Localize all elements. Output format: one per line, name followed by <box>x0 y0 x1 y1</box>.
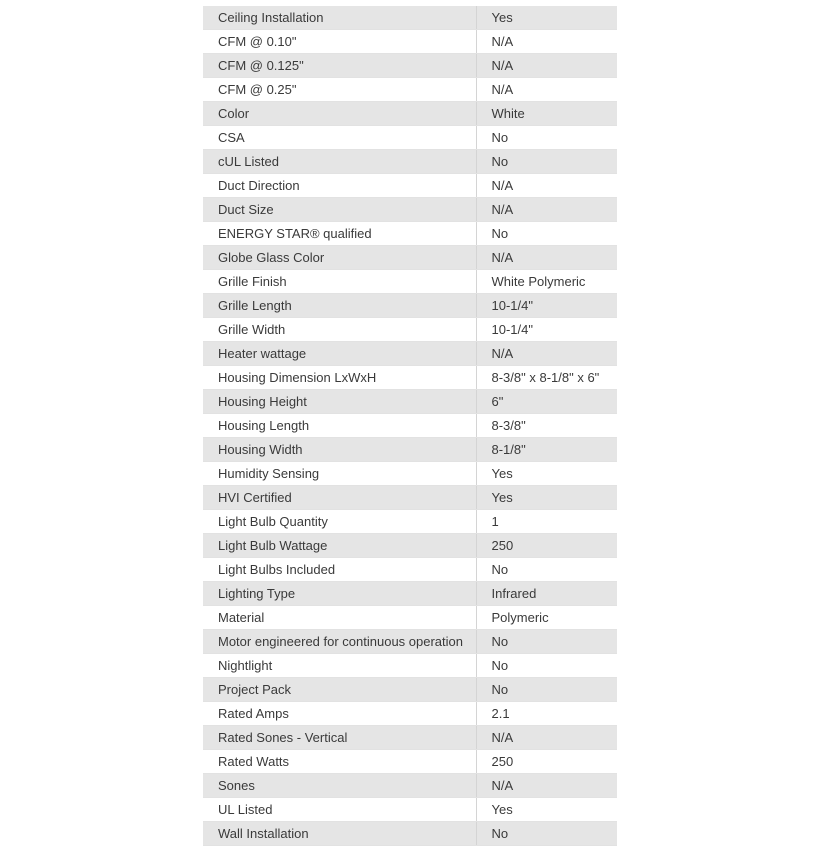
spec-value: No <box>476 654 617 678</box>
spec-row <box>203 462 617 486</box>
spec-name: Duct Size <box>203 198 476 222</box>
spec-name: CFM @ 0.25" <box>203 78 476 102</box>
spec-name: CFM @ 0.10" <box>203 30 476 54</box>
spec-value: No <box>476 630 617 654</box>
spec-value: No <box>476 222 617 246</box>
spec-name: Housing Length <box>203 414 476 438</box>
spec-row <box>203 534 617 558</box>
spec-row <box>203 438 617 462</box>
spec-row <box>203 726 617 750</box>
spec-name: Ceiling Installation <box>203 6 476 30</box>
spec-row <box>203 318 617 342</box>
spec-value: No <box>476 126 617 150</box>
spec-value: 6" <box>476 390 617 414</box>
specifications-table <box>203 6 617 846</box>
spec-value: N/A <box>476 774 617 798</box>
spec-name: Grille Width <box>203 318 476 342</box>
spec-value: No <box>476 822 617 846</box>
spec-row <box>203 678 617 702</box>
spec-row <box>203 366 617 390</box>
spec-value: N/A <box>476 342 617 366</box>
spec-row <box>203 798 617 822</box>
spec-value: N/A <box>476 30 617 54</box>
spec-name: Lighting Type <box>203 582 476 606</box>
spec-value: N/A <box>476 174 617 198</box>
spec-value: No <box>476 678 617 702</box>
spec-name: Material <box>203 606 476 630</box>
spec-row <box>203 510 617 534</box>
spec-name: CFM @ 0.125" <box>203 54 476 78</box>
spec-name: Grille Length <box>203 294 476 318</box>
spec-row <box>203 414 617 438</box>
spec-value: Yes <box>476 6 617 30</box>
spec-row <box>203 702 617 726</box>
spec-name: Heater wattage <box>203 342 476 366</box>
spec-value: 2.1 <box>476 702 617 726</box>
spec-value: White Polymeric <box>476 270 617 294</box>
spec-name: CSA <box>203 126 476 150</box>
spec-value: White <box>476 102 617 126</box>
spec-value: 8-1/8" <box>476 438 617 462</box>
spec-name: Rated Amps <box>203 702 476 726</box>
spec-value: 250 <box>476 750 617 774</box>
spec-name: Wall Installation <box>203 822 476 846</box>
spec-row <box>203 150 617 174</box>
spec-value: 250 <box>476 534 617 558</box>
spec-name: Motor engineered for continuous operation <box>203 630 476 654</box>
spec-value: Yes <box>476 798 617 822</box>
spec-value: 10-1/4" <box>476 318 617 342</box>
spec-name: Housing Dimension LxWxH <box>203 366 476 390</box>
spec-row <box>203 630 617 654</box>
spec-name: Humidity Sensing <box>203 462 476 486</box>
spec-row <box>203 582 617 606</box>
spec-row <box>203 78 617 102</box>
spec-name: HVI Certified <box>203 486 476 510</box>
spec-row <box>203 558 617 582</box>
spec-row <box>203 294 617 318</box>
spec-row <box>203 270 617 294</box>
spec-row <box>203 486 617 510</box>
spec-row <box>203 390 617 414</box>
spec-name: Light Bulb Wattage <box>203 534 476 558</box>
spec-value: Yes <box>476 486 617 510</box>
spec-row <box>203 654 617 678</box>
spec-row <box>203 246 617 270</box>
spec-row <box>203 222 617 246</box>
spec-value: Yes <box>476 462 617 486</box>
spec-value: 10-1/4" <box>476 294 617 318</box>
spec-row <box>203 750 617 774</box>
spec-value: N/A <box>476 78 617 102</box>
spec-name: Globe Glass Color <box>203 246 476 270</box>
spec-name: Color <box>203 102 476 126</box>
spec-row <box>203 198 617 222</box>
spec-name: Sones <box>203 774 476 798</box>
spec-name: Nightlight <box>203 654 476 678</box>
spec-row <box>203 342 617 366</box>
spec-name: Grille Finish <box>203 270 476 294</box>
spec-name: Light Bulbs Included <box>203 558 476 582</box>
spec-name: Light Bulb Quantity <box>203 510 476 534</box>
spec-name: Housing Width <box>203 438 476 462</box>
spec-value: Infrared <box>476 582 617 606</box>
spec-value: N/A <box>476 246 617 270</box>
spec-row <box>203 126 617 150</box>
spec-value: N/A <box>476 54 617 78</box>
spec-name: Duct Direction <box>203 174 476 198</box>
spec-row <box>203 30 617 54</box>
spec-value: 8-3/8" x 8-1/8" x 6" <box>476 366 617 390</box>
spec-name: Housing Height <box>203 390 476 414</box>
spec-row <box>203 822 617 846</box>
spec-value: 1 <box>476 510 617 534</box>
spec-value: Polymeric <box>476 606 617 630</box>
spec-name: Rated Sones - Vertical <box>203 726 476 750</box>
spec-name: Rated Watts <box>203 750 476 774</box>
spec-name: ENERGY STAR® qualified <box>203 222 476 246</box>
spec-name: cUL Listed <box>203 150 476 174</box>
spec-value: No <box>476 150 617 174</box>
spec-row <box>203 174 617 198</box>
spec-name: Project Pack <box>203 678 476 702</box>
spec-row <box>203 774 617 798</box>
spec-name: UL Listed <box>203 798 476 822</box>
spec-value: No <box>476 558 617 582</box>
spec-row <box>203 54 617 78</box>
spec-value: N/A <box>476 198 617 222</box>
specifications-table-body <box>203 6 617 846</box>
spec-row <box>203 606 617 630</box>
spec-value: 8-3/8" <box>476 414 617 438</box>
spec-value: N/A <box>476 726 617 750</box>
spec-row <box>203 6 617 30</box>
spec-row <box>203 102 617 126</box>
